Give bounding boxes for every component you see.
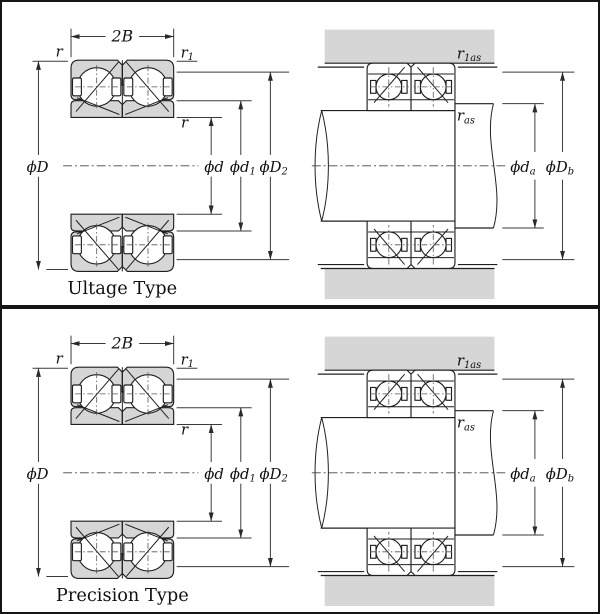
dim-label-phi-d: ϕd: [204, 158, 224, 176]
ultage-type-drawing: [2, 2, 598, 305]
dim-label-phi-da: $\phi d_a$: [510, 465, 536, 485]
dim-label-r-outer: r: [55, 350, 63, 368]
panel-precision-type: [0, 307, 600, 614]
dim-label-phi-Db: $\phi D_b$: [545, 465, 575, 485]
dim-label-r-inner: r: [180, 421, 189, 439]
dim-label-phi-D: ϕD: [26, 158, 49, 176]
panel-caption: Ultage Type: [67, 279, 178, 300]
dim-label-phi-d1: $\phi d_1$: [229, 465, 256, 485]
dim-label-phi-da: $\phi d_a$: [510, 158, 536, 178]
dim-label-phi-D2: $\phi D_2$: [259, 158, 288, 178]
dim-label-ras: $r_{as}$: [456, 414, 475, 434]
dim-label-r1as: $r_{1as}$: [456, 352, 482, 372]
dim-label-phi-D: ϕD: [26, 465, 49, 483]
dim-label-2b: 2B: [111, 333, 134, 353]
dim-label-ras: $r_{as}$: [456, 107, 475, 127]
dim-label-phi-d1: $\phi d_1$: [229, 158, 256, 178]
dim-label-r1as: $r_{1as}$: [456, 45, 482, 65]
dim-label-r-outer: r: [55, 43, 63, 61]
dim-label-r1: $r_1$: [180, 44, 194, 64]
dim-label-2b: 2B: [111, 26, 134, 46]
precision-type-drawing: [2, 309, 598, 612]
dim-label-phi-Db: $\phi D_b$: [545, 158, 575, 178]
dim-label-r-inner: r: [180, 114, 189, 132]
dim-label-r1: $r_1$: [180, 351, 194, 371]
panel-caption: Precision Type: [55, 586, 189, 607]
dim-label-phi-d: ϕd: [204, 465, 224, 483]
dim-label-phi-D2: $\phi D_2$: [259, 465, 288, 485]
